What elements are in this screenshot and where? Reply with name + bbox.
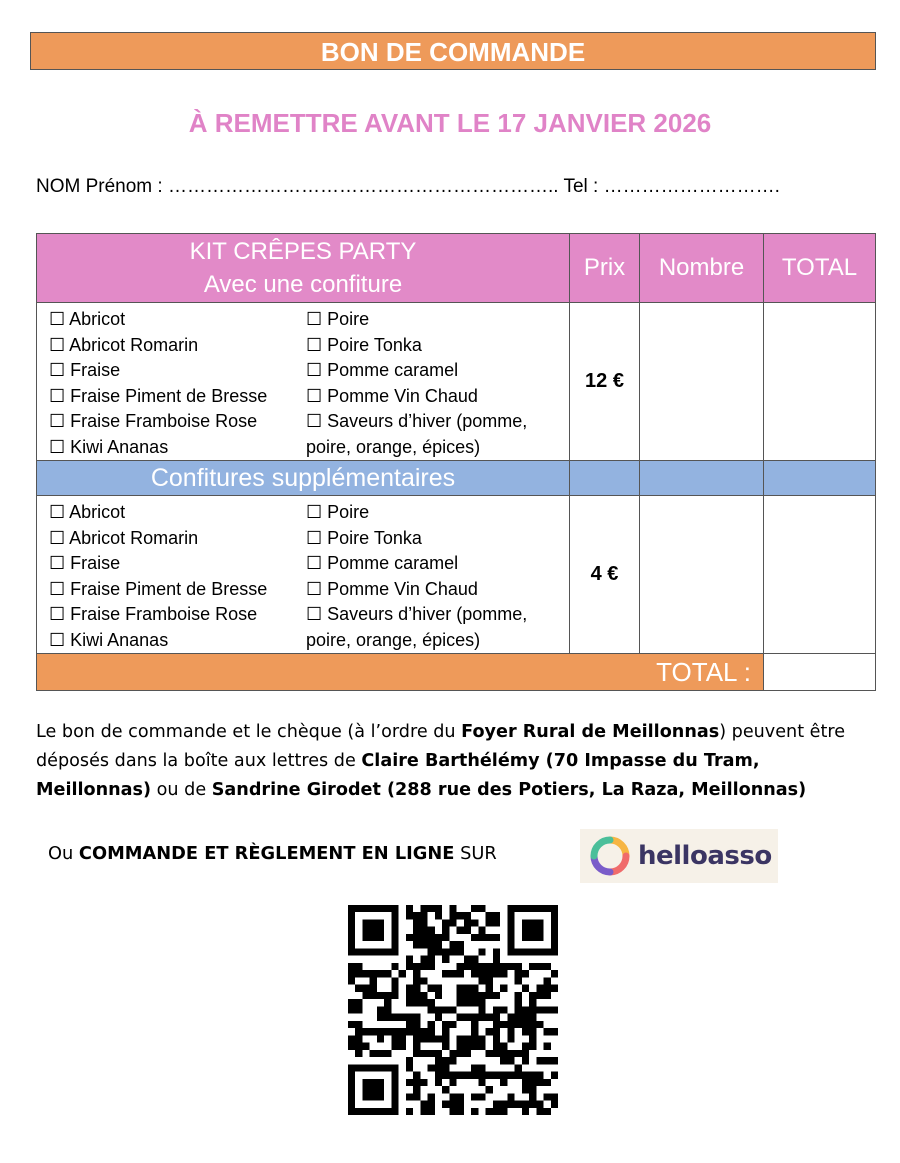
option-checkbox[interactable]: ☐ Pomme Vin Chaud — [306, 578, 478, 599]
option-checkbox[interactable]: ☐ Abricot — [49, 502, 126, 522]
option-checkbox[interactable]: ☐ Fraise — [49, 553, 121, 573]
option-checkbox[interactable]: ☐ Poire — [306, 309, 370, 329]
extra-options-left — [49, 500, 306, 653]
option-checkbox[interactable]: ☐ Poire Tonka — [306, 527, 422, 548]
grand-total-cell[interactable] — [764, 654, 876, 691]
option-checkbox[interactable]: ☐ Poire Tonka — [306, 334, 422, 355]
option-checkbox[interactable]: ☐ Kiwi Ananas — [49, 436, 169, 457]
kit-price: 12 € — [570, 303, 640, 461]
deadline-text: À REMETTRE AVANT LE 17 JANVIER 2026 — [188, 108, 712, 138]
option-checkbox[interactable]: ☐ Fraise — [49, 360, 121, 380]
online-prefix: Ou — [48, 843, 79, 864]
option-checkbox[interactable]: ☐ Abricot Romarin — [49, 334, 199, 355]
kit-title: KIT CRÊPES PARTY — [189, 238, 417, 265]
extra-options-right — [306, 500, 546, 653]
option-continuation: poire, orange, épices) — [306, 629, 481, 650]
extra-row — [37, 496, 876, 654]
instructions-paragraph — [36, 718, 866, 805]
kit-subtitle: Avec une confiture — [203, 271, 403, 298]
option-checkbox[interactable]: ☐ Abricot — [49, 309, 126, 329]
online-suffix: SUR — [454, 843, 497, 864]
contact-address: Claire Barthélémy (70 Impasse du Tram, Meillonnas) — [36, 751, 760, 800]
kit-title-cell — [37, 234, 570, 303]
extra-count-cell[interactable] — [640, 496, 764, 654]
extra-header-count-cell — [640, 461, 764, 496]
option-checkbox[interactable]: ☐ Saveurs d’hiver (pomme, — [306, 411, 528, 431]
option-checkbox[interactable]: ☐ Pomme caramel — [306, 360, 459, 380]
option-checkbox[interactable]: ☐ Fraise Piment de Bresse — [49, 385, 268, 406]
count-header: Nombre — [640, 234, 764, 303]
kit-row — [37, 303, 876, 461]
kit-options — [37, 303, 570, 461]
helloasso-wordmark: helloasso — [638, 841, 772, 871]
option-checkbox[interactable]: ☐ Kiwi Ananas — [49, 629, 169, 650]
extra-price: 4 € — [570, 496, 640, 654]
name-phone-field[interactable]: NOM Prénom : …………………………………………………….. Tel : ………………………. — [36, 176, 780, 197]
option-checkbox[interactable]: ☐ Pomme Vin Chaud — [306, 385, 478, 406]
option-checkbox[interactable]: ☐ Fraise Framboise Rose — [49, 604, 258, 624]
option-continuation: poire, orange, épices) — [306, 436, 481, 457]
contact-address: Sandrine Girodet (288 rue des Potiers, La Raza, Meillonnas) — [211, 780, 807, 800]
option-checkbox[interactable]: ☐ Poire — [306, 502, 370, 522]
kit-options-right — [306, 307, 546, 460]
note-text: Le bon de commande et le chèque (à l’ordre du — [36, 722, 462, 742]
extra-header-row — [37, 461, 876, 496]
qr-code-icon[interactable] — [348, 905, 558, 1115]
online-order-text — [48, 843, 497, 864]
extra-options — [37, 496, 570, 654]
extra-header-total-cell — [764, 461, 876, 496]
page-title: BON DE COMMANDE — [320, 37, 586, 67]
extra-title: Confitures supplémentaires — [37, 461, 570, 496]
option-checkbox[interactable]: ☐ Pomme caramel — [306, 553, 459, 573]
option-checkbox[interactable]: ☐ Fraise Piment de Bresse — [49, 578, 268, 599]
grand-total-label: TOTAL : — [37, 654, 764, 691]
kit-total-cell[interactable] — [764, 303, 876, 461]
extra-header-price-cell — [570, 461, 640, 496]
order-table — [36, 233, 876, 691]
kit-options-left — [49, 307, 306, 460]
organization-name: Foyer Rural de Meillonnas — [461, 722, 720, 742]
table-header-row — [37, 234, 876, 303]
option-checkbox[interactable]: ☐ Abricot Romarin — [49, 527, 199, 548]
option-checkbox[interactable]: ☐ Fraise Framboise Rose — [49, 411, 258, 431]
total-header: TOTAL — [764, 234, 876, 303]
page-title-bar — [30, 32, 876, 70]
price-header: Prix — [570, 234, 640, 303]
kit-count-cell[interactable] — [640, 303, 764, 461]
option-checkbox[interactable]: ☐ Saveurs d’hiver (pomme, — [306, 604, 528, 624]
online-bold: COMMANDE ET RÈGLEMENT EN LIGNE — [78, 843, 455, 864]
helloasso-logo-icon — [590, 836, 630, 876]
extra-total-cell[interactable] — [764, 496, 876, 654]
note-text: ou de — [151, 780, 212, 800]
grand-total-row — [37, 654, 876, 691]
note-text: ) peuvent être déposés dans la boîte aux lettres de — [36, 722, 846, 771]
helloasso-logo[interactable] — [580, 829, 778, 883]
